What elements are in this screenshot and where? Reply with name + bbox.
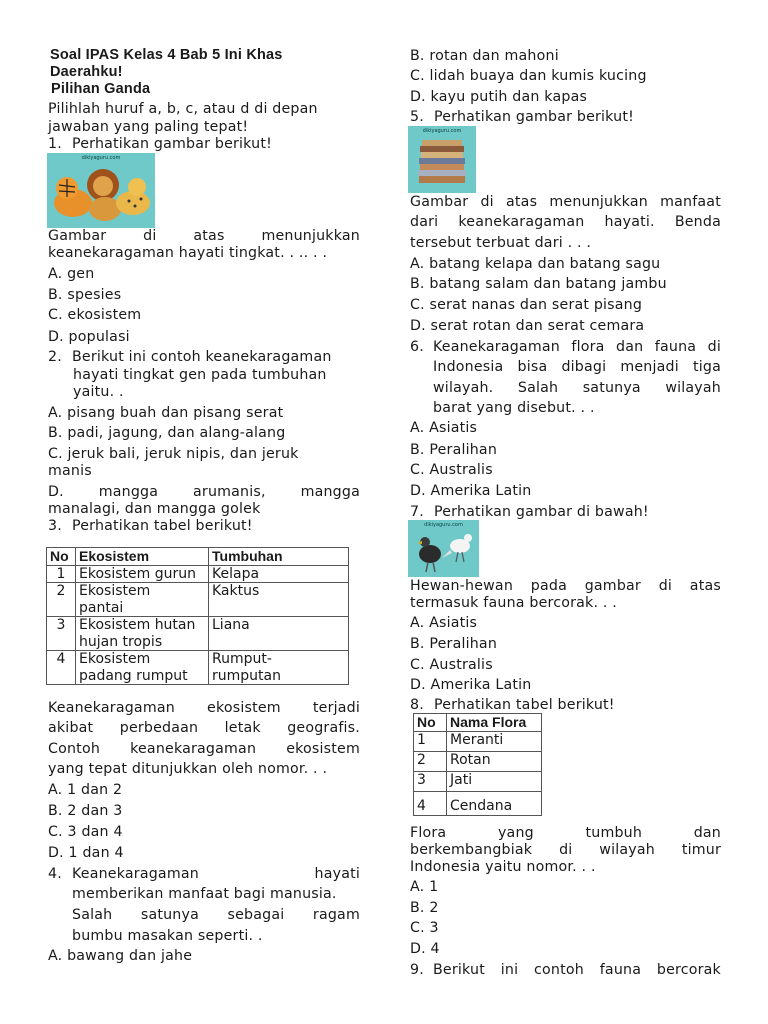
q5-option-a: A. batang kelapa dan batang sagu xyxy=(410,256,661,272)
q4-option-a: A. bawang dan jahe xyxy=(48,948,193,964)
tiger-lion-leopard-icon xyxy=(47,153,155,228)
q7-birds-picture xyxy=(408,520,479,577)
table-row: 2 Rotan xyxy=(414,751,542,771)
table-row: 1 Meranti xyxy=(414,731,542,751)
q8-number: 8. xyxy=(410,697,424,713)
table-row: 3 Jati xyxy=(414,771,542,791)
q4-line-3: Salah satunya sebagai ragam xyxy=(72,907,360,923)
q6-option-b: B. Peralihan xyxy=(410,442,498,458)
q7-option-b: B. Peralihan xyxy=(410,636,498,652)
q5-body-line-2: dari keanekaragaman hayati. Benda xyxy=(410,214,721,230)
q7-body-line-1: Hewan-hewan pada gambar di atas xyxy=(410,578,721,594)
woven-mats-stack-icon xyxy=(408,126,476,193)
q3-number: 3. xyxy=(48,518,62,534)
q7-body-line-2: termasuk fauna bercorak. . . xyxy=(410,595,618,611)
table-row: 3 Ekosistem hutan hujan tropis Liana xyxy=(47,617,349,651)
q3-body-line-3: Contoh keanekaragaman ekosistem xyxy=(48,741,360,757)
q9-line-1: Berikut ini contoh fauna bercorak xyxy=(433,962,721,978)
q3-option-d: D. 1 dan 4 xyxy=(48,845,124,861)
q1-body-line-2: keanekaragaman hayati tingkat. . .. . . xyxy=(48,245,328,261)
q3-body-line-4: yang tepat ditunjukkan oleh nomor. . . xyxy=(48,761,328,777)
q6-line-1: Keanekaragaman flora dan fauna di xyxy=(433,339,721,355)
q6-number: 6. xyxy=(410,339,424,355)
header-tumbuhan: Tumbuhan xyxy=(209,548,349,566)
header-ekosistem: Ekosistem xyxy=(76,548,209,566)
q1-watermark: dikiyaguru.com xyxy=(81,155,121,161)
q7-option-d: D. Amerika Latin xyxy=(410,677,532,693)
q7-watermark: dikiyaguru.com xyxy=(424,522,463,528)
q1-option-a: A. gen xyxy=(48,266,95,282)
q3-body-line-2: akibat perbedaan letak geografis. xyxy=(48,720,360,736)
q3-option-a: A. 1 dan 2 xyxy=(48,782,123,798)
q4-option-b: B. rotan dan mahoni xyxy=(410,48,559,64)
title: Soal IPAS Kelas 4 Bab 5 Ini Khas xyxy=(50,47,283,63)
q1-body-line-1: Gambar di atas menunjukkan xyxy=(48,228,360,244)
q3-prompt: Perhatikan tabel berikut! xyxy=(72,518,253,534)
q1-animals-picture xyxy=(47,153,155,228)
table-row: 2 Ekosistem pantai Kaktus xyxy=(47,583,349,617)
q6-option-d: D. Amerika Latin xyxy=(410,483,532,499)
q6-line-3: wilayah. Salah satunya wilayah xyxy=(433,380,721,396)
q8-option-c: C. 3 xyxy=(410,920,439,936)
q1-option-b: B. spesies xyxy=(48,287,122,303)
q8-option-a: A. 1 xyxy=(410,879,439,895)
q3-body-line-1: Keanekaragaman ekosistem terjadi xyxy=(48,700,360,716)
table-row: 4 Cendana xyxy=(414,791,542,815)
q7-number: 7. xyxy=(410,504,424,520)
q1-prompt: Perhatikan gambar berikut! xyxy=(72,136,273,152)
q3-option-c: C. 3 dan 4 xyxy=(48,824,123,840)
q2-option-c-line-2: manis xyxy=(48,463,92,479)
q5-option-b: B. batang salam dan batang jambu xyxy=(410,276,667,292)
title-continued: Daerahku! xyxy=(50,64,123,80)
birds-icon xyxy=(408,520,479,577)
q8-body-line-2: berkembangbiak di wilayah timur xyxy=(410,842,721,858)
q5-body-line-3: tersebut terbuat dari . . . xyxy=(410,235,592,251)
instruction-line-2: jawaban yang paling tepat! xyxy=(48,119,249,135)
ecosystem-table xyxy=(46,547,349,685)
q2-option-c-line-1: C. jeruk bali, jeruk nipis, dan jeruk xyxy=(48,446,299,462)
q2-line-1: Berikut ini contoh keanekaragaman xyxy=(72,349,332,365)
q2-option-d-line-1: D. mangga arumanis, mangga xyxy=(48,484,360,500)
q2-option-a: A. pisang buah dan pisang serat xyxy=(48,405,284,421)
q2-number: 2. xyxy=(48,349,62,365)
q4-option-c: C. lidah buaya dan kumis kucing xyxy=(410,68,647,84)
header-no: No xyxy=(414,714,447,732)
q2-option-d-line-2: manalagi, dan mangga golek xyxy=(48,501,261,517)
q6-option-c: C. Australis xyxy=(410,462,493,478)
section-heading: Pilihan Ganda xyxy=(51,81,151,97)
q4-line-1: Keanekaragaman hayati xyxy=(72,866,360,882)
q8-option-b: B. 2 xyxy=(410,900,439,916)
q9-number: 9. xyxy=(410,962,424,978)
q6-option-a: A. Asiatis xyxy=(410,420,478,436)
q6-line-4: barat yang disebut. . . xyxy=(433,400,595,416)
q2-option-b: B. padi, jagung, dan alang-alang xyxy=(48,425,286,441)
q1-option-c: C. ekosistem xyxy=(48,307,142,323)
q4-number: 4. xyxy=(48,866,62,882)
q8-option-d: D. 4 xyxy=(410,941,440,957)
header-no: No xyxy=(47,548,76,566)
q8-prompt: Perhatikan tabel berikut! xyxy=(434,697,615,713)
q7-option-c: C. Australis xyxy=(410,657,493,673)
q1-option-d: D. populasi xyxy=(48,329,130,345)
q5-number: 5. xyxy=(410,109,424,125)
ecosystem-table-header xyxy=(47,548,349,566)
table-row: 4 Ekosistem padang rumput Rumput- rumputan xyxy=(47,651,349,685)
q6-line-2: Indonesia bisa dibagi menjadi tiga xyxy=(433,359,721,375)
q1-number: 1. xyxy=(48,136,62,152)
q3-option-b: B. 2 dan 3 xyxy=(48,803,123,819)
q5-body-line-1: Gambar di atas menunjukkan manfaat xyxy=(410,194,721,210)
instruction-line-1: Pilihlah huruf a, b, c, atau d di depan xyxy=(48,101,318,117)
q7-prompt: Perhatikan gambar di bawah! xyxy=(434,504,649,520)
q5-woven-mats-picture xyxy=(408,126,476,193)
q5-option-d: D. serat rotan dan serat cemara xyxy=(410,318,645,334)
q4-line-4: bumbu masakan seperti. . xyxy=(72,928,263,944)
q2-line-2: hayati tingkat gen pada tumbuhan xyxy=(73,367,327,383)
q5-option-c: C. serat nanas dan serat pisang xyxy=(410,297,643,313)
q5-watermark: dikiyaguru.com xyxy=(422,128,462,134)
flora-table-header xyxy=(414,714,542,732)
q4-option-d: D. kayu putih dan kapas xyxy=(410,89,588,105)
q5-prompt: Perhatikan gambar berikut! xyxy=(434,109,635,125)
q7-option-a: A. Asiatis xyxy=(410,615,478,631)
q4-line-2: memberikan manfaat bagi manusia. xyxy=(72,886,337,902)
q8-body-line-1: Flora yang tumbuh dan xyxy=(410,825,721,841)
flora-table xyxy=(413,713,542,816)
q8-body-line-3: Indonesia yaitu nomor. . . xyxy=(410,859,596,875)
table-row: 1 Ekosistem gurun Kelapa xyxy=(47,565,349,583)
header-nama-flora: Nama Flora xyxy=(447,714,542,732)
q2-line-3: yaitu. . xyxy=(73,384,124,400)
